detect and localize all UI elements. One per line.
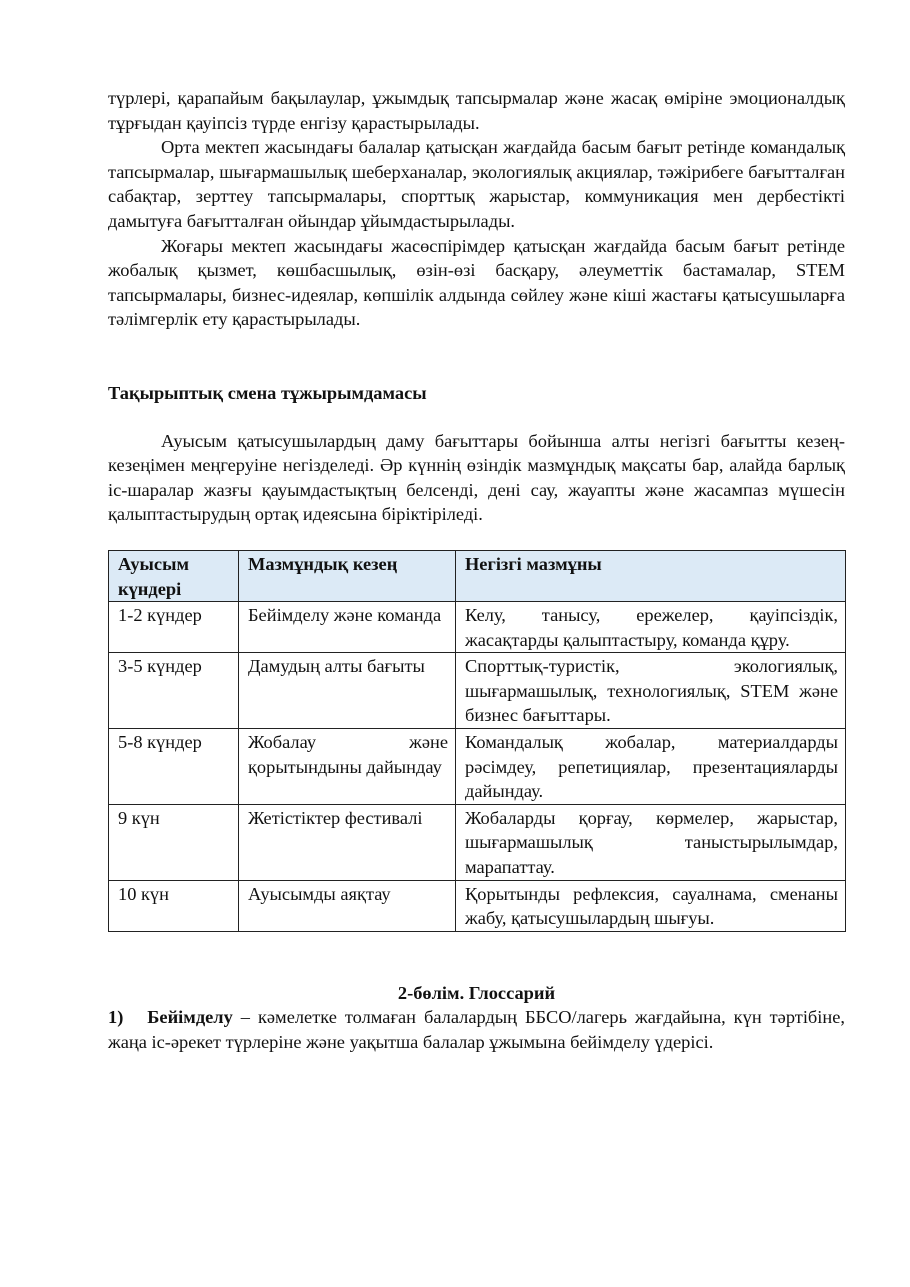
cell-days: 3-5 күндер bbox=[109, 653, 239, 729]
cell-days: 1-2 күндер bbox=[109, 602, 239, 653]
cell-stage: Бейімделу және команда bbox=[239, 602, 456, 653]
header-days: Ауысым күндері bbox=[109, 550, 239, 601]
header-stage: Мазмұндық кезең bbox=[239, 550, 456, 601]
cell-content: Спорттық-туристік, экологиялық, шығармашылық, технологиялық, STEM және бизнес бағыттары. bbox=[456, 653, 846, 729]
table-row bbox=[109, 880, 846, 931]
table-header-row bbox=[109, 550, 846, 601]
cell-content: Келу, танысу, ережелер, қауіпсіздік, жасақтарды қалыптастыру, команда құру. bbox=[456, 602, 846, 653]
cell-days: 9 күн bbox=[109, 804, 239, 880]
glossary-definition: – кәмелетке толмаған балалардың ББСО/лагерь жағдайына, күн тәртібіне, жаңа іс-әрекет түрлеріне және уақытша балалар ұжымына бейімделу үдерісі. bbox=[108, 1007, 846, 1052]
document-page bbox=[108, 86, 845, 1055]
glossary-item-number: 1) bbox=[108, 1007, 124, 1028]
glossary-item bbox=[108, 1005, 845, 1054]
cell-days: 5-8 күндер bbox=[109, 729, 239, 805]
table-row bbox=[109, 653, 846, 729]
paragraph-2: Орта мектеп жасындағы балалар қатысқан жағдайда басым бағыт ретінде командалық тапсырмалар, шығармашылық шеберханалар, экологиялық акциялар, тәжірибеге бағытталған сабақтар, зерттеу тапсырмалары, спорттық жарыстар, коммуникация мен дербестікті дамытуға бағытталған ойындар ұйымдастырылады. bbox=[108, 137, 845, 231]
section-heading: Тақырыптық смена тұжырымдамасы bbox=[108, 382, 427, 403]
table-row bbox=[109, 804, 846, 880]
cell-content: Жобаларды қорғау, көрмелер, жарыстар, шығармашылық таныстырылымдар, марапаттау. bbox=[456, 804, 846, 880]
glossary-term: Бейімделу bbox=[147, 1007, 233, 1028]
cell-days: 10 күн bbox=[109, 880, 239, 931]
cell-content: Қорытынды рефлексия, сауалнама, сменаны жабу, қатысушылардың шығуы. bbox=[456, 880, 846, 931]
cell-stage: Жобалау және қорытындыны дайындау bbox=[239, 729, 456, 805]
table-row bbox=[109, 602, 846, 653]
glossary-title: 2-бөлім. Глоссарий bbox=[397, 982, 556, 1003]
cell-stage: Дамудың алты бағыты bbox=[239, 653, 456, 729]
section-intro: Ауысым қатысушылардың даму бағыттары бойынша алты негізгі бағытты кезең-кезеңімен меңгеруіне негізделеді. Әр күннің өзіндік мазмұндық мақсаты бар, алайда барлық іс-шаралар жазғы қауымдастықтың белсенді, дені сау, жауапты және жасампаз мүшесін қалыптастырудың ортақ идеясына біріктіріледі. bbox=[108, 430, 845, 525]
cell-stage: Ауысымды аяқтау bbox=[239, 880, 456, 931]
table-row bbox=[109, 729, 846, 805]
paragraph-3: Жоғары мектеп жасындағы жасөспірімдер қатысқан жағдайда басым бағыт ретінде жобалық қызмет, көшбасшылық, өзін-өзі басқару, әлеуметтік бастамалар, STEM тапсырмалары, бизнес-идеялар, көпшілік алдында сөйлеу және кіші жастағы қатысушыларға тәлімгерлік ету қарастырылады. bbox=[108, 235, 845, 330]
paragraph-1: түрлері, қарапайым бақылаулар, ұжымдық тапсырмалар және жасақ өміріне эмоционалдық тұрғыдан қауіпсіз түрде енгізу қарастырылады. bbox=[108, 88, 845, 133]
cell-stage: Жетістіктер фестивалі bbox=[239, 804, 456, 880]
schedule-table bbox=[108, 550, 846, 932]
header-content: Негізгі мазмұны bbox=[456, 550, 846, 601]
cell-content: Командалық жобалар, материалдарды рәсімдеу, репетициялар, презентацияларды дайындау. bbox=[456, 729, 846, 805]
